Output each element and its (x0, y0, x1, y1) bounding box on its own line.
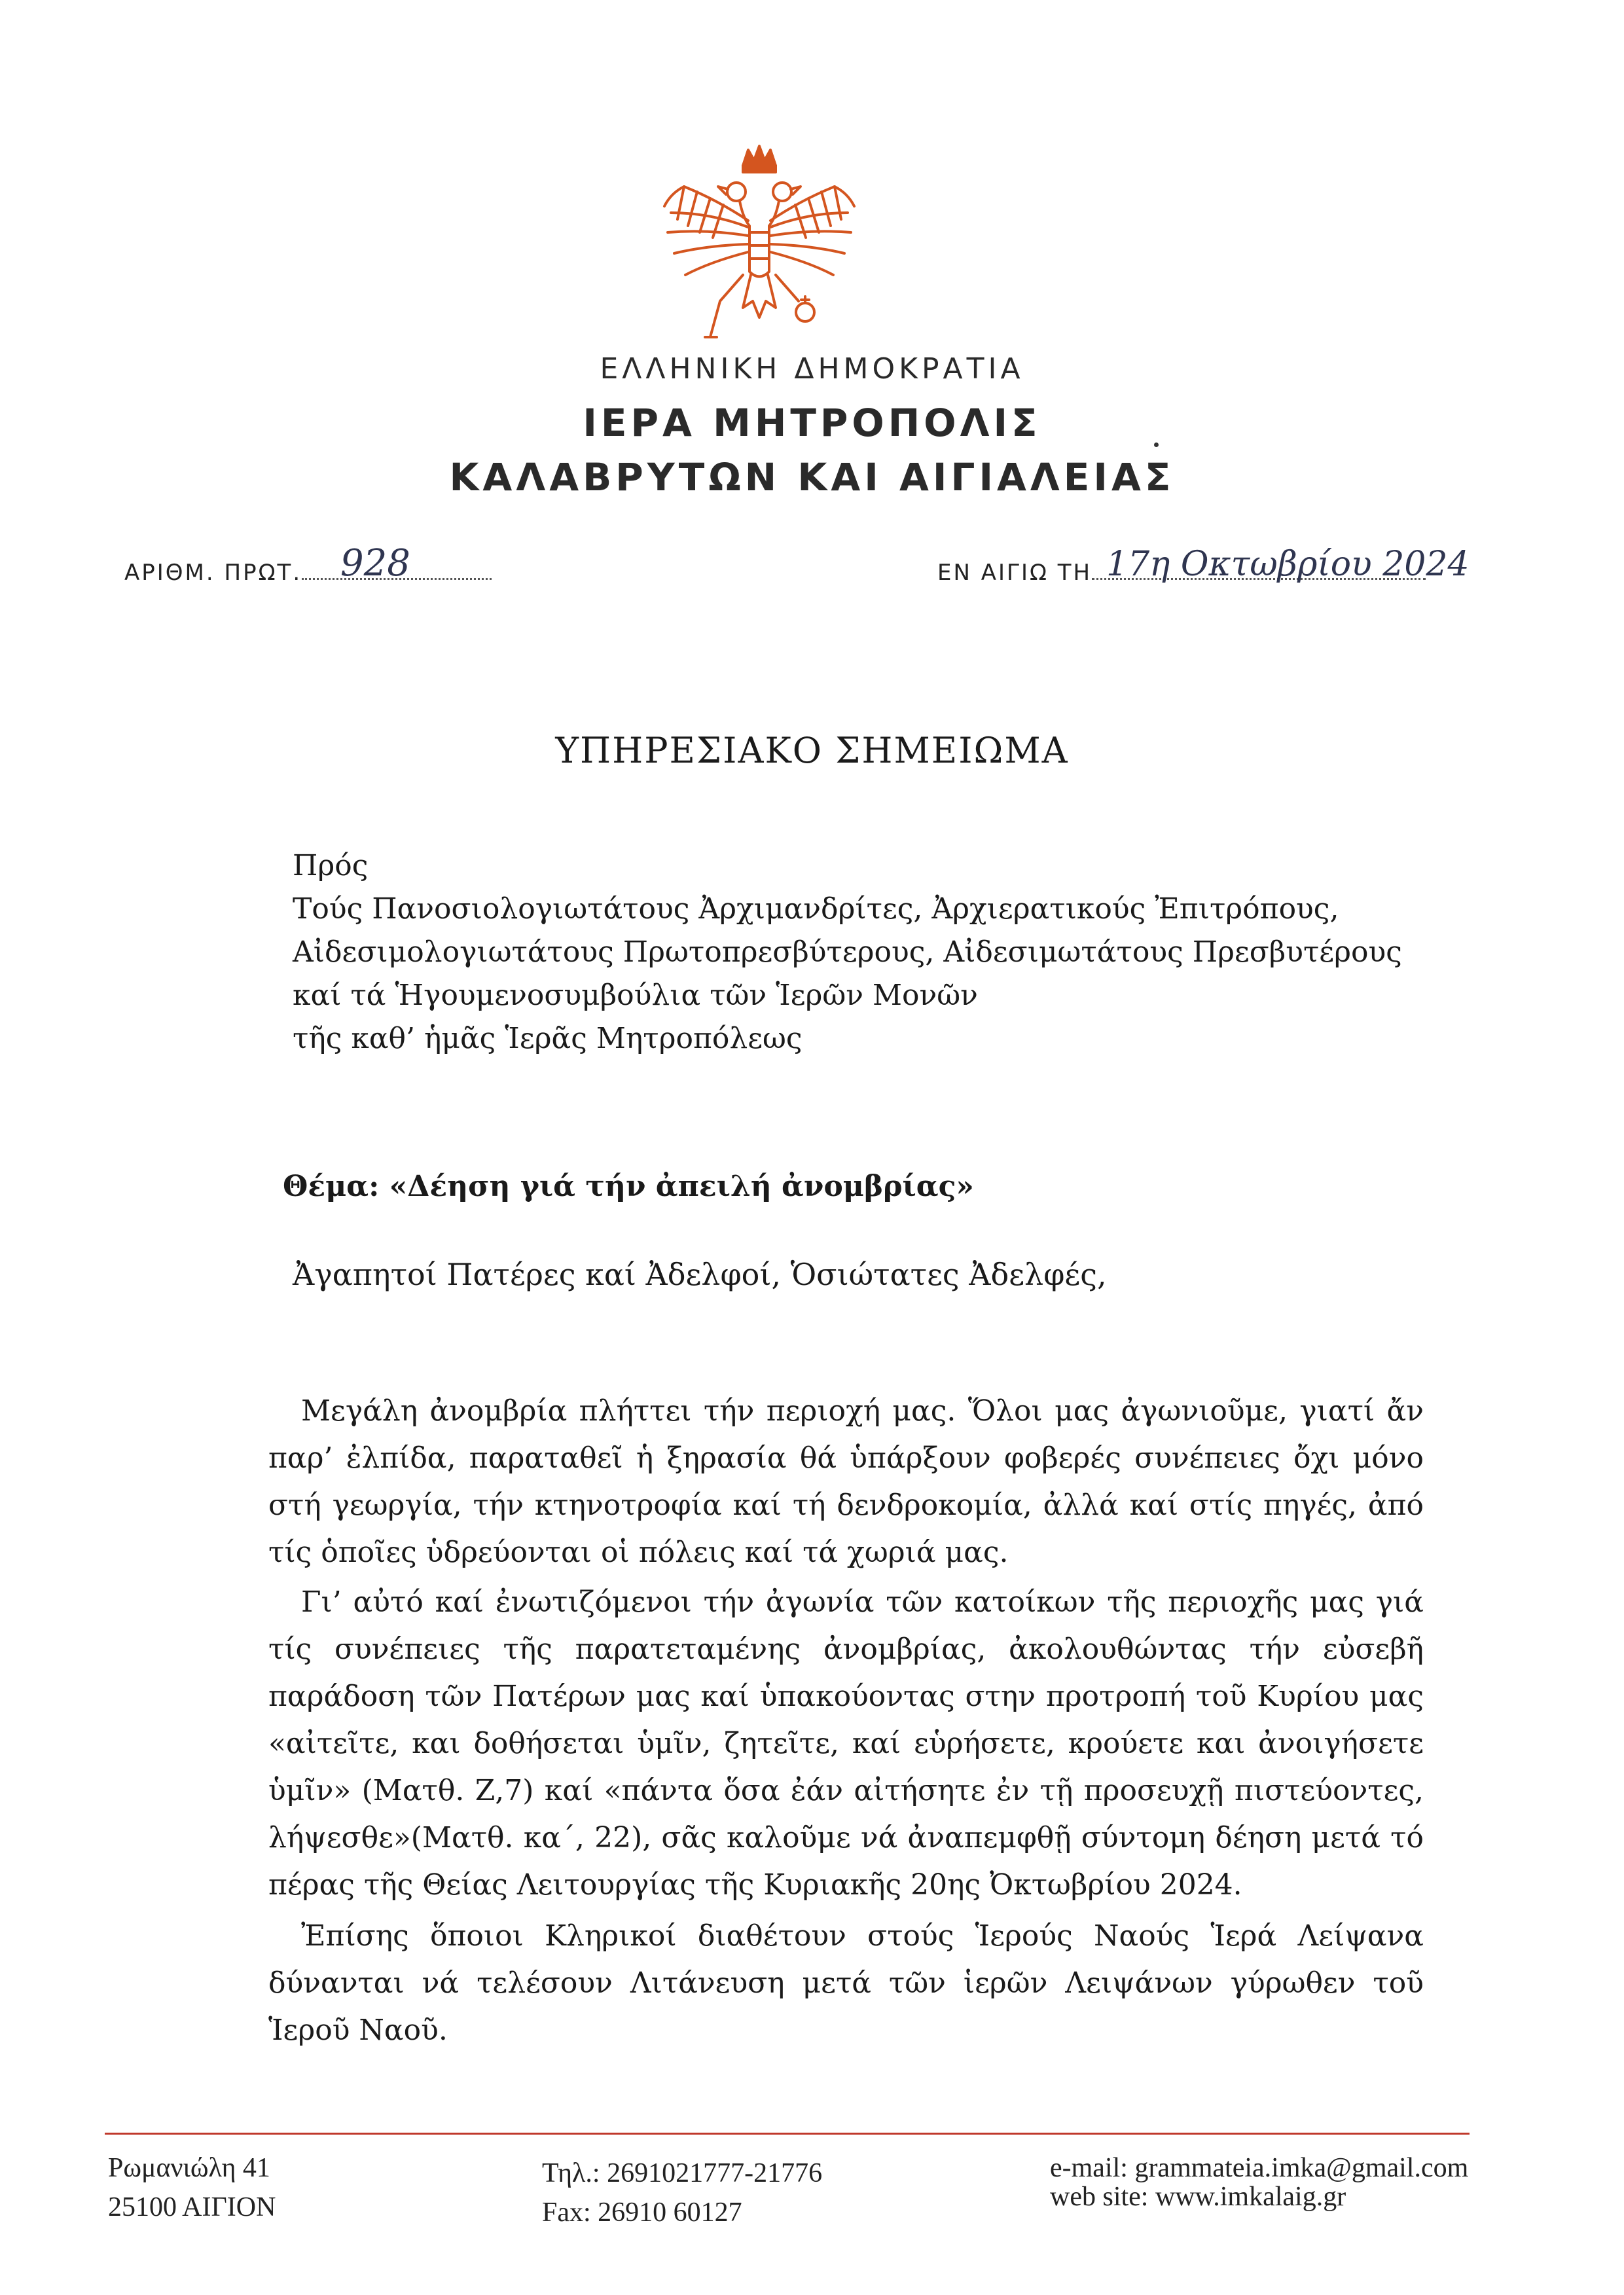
footer-city: 25100 ΑΙΓΙΟΝ (108, 2192, 276, 2222)
body-paragraph (268, 1388, 1424, 1576)
addressee-line: Αἰδεσιμολογιωτάτους Πρωτοπρεσβύτερους, Αἰδεσιμωτάτους Πρεσβυτέρους (293, 935, 1402, 969)
footer-fax: Fax: 26910 60127 (542, 2197, 742, 2228)
protocol-number: 928 (340, 542, 410, 585)
footer-contact (542, 2154, 822, 2232)
greeting: Ἀγαπητοί Πατέρες καί Ἀδελφοί, Ὁσιώτατες Ἀδελφές, (293, 1257, 1107, 1292)
footer-website[interactable]: web site: www.imkalaig.gr (1050, 2182, 1346, 2212)
paragraph-2: Γι’ αὐτό καί ἐνωτιζόμενοι τήν ἀγωνία τῶν κατοίκων τῆς περιοχῆς μας γιά τίς συνέπειες τῆς παρατεταμένης ἀνομβρίας, ἀκολουθώντας τήν εὐσεβῆ παράδοση τῶν Πατέρων μας καί ὑπακούοντας στην προτροπή τοῦ Κυρίου μας «αἰτεῖτε, και δοθήσεται ὑμῖν, ζητεῖτε, καί εὑρήσετε, κρούετε και ἀνοιγήσετε ὑμῖν» (Ματθ. Ζ,7) καί «πάντα ὅσα ἐάν αἰτήσητε ἐν τῇ προσευχῇ πιστεύοντες, λήψεσθε»(Ματθ. κα΄, 22), σᾶς καλοῦμε νά ἀναπεμφθῇ σύντομη δέηση μετά τό πέρας τῆς Θείας Λειτουργίας τῆς Κυριακῆς 20ης Ὀκτωβρίου 2024. (268, 1585, 1424, 1902)
ink-dot (1154, 443, 1159, 447)
addressee-line: καί τά Ἡγουμενοσυμβούλια τῶν Ἱερῶν Μονῶν (293, 979, 978, 1012)
subject-line: Θέμα: «Δέηση γιά τήν ἀπειλή ἀνομβρίας» (283, 1170, 974, 1203)
handwritten-date: 17η Οκτωβρίου 2024 (1106, 545, 1470, 584)
protocol-label: ΑΡΙΘΜ. ΠΡΩΤ. (124, 560, 302, 586)
paragraph-3: Ἐπίσης ὅποιοι Κληρικοί διαθέτουν στούς Ἱερούς Ναούς Ἱερά Λείψανα δύνανται νά τελέσουν Λιτάνευση μετά τῶν ἱερῶν Λειψάνων γύρωθεν τοῦ Ἱεροῦ Ναοῦ. (268, 1919, 1424, 2047)
footer-email[interactable]: e-mail: grammateia.imka@gmail.com (1050, 2153, 1469, 2183)
footer-street: Ρωμανιώλη 41 (108, 2153, 270, 2183)
document-title: ΥΠΗΡΕΣΙΑΚΟ ΣΗΜΕΙΩΜΑ (555, 730, 1069, 771)
place-label: ΕΝ ΑΙΓΙΩ ΤΗ (937, 560, 1092, 586)
paragraph-1: Μεγάλη ἀνομβρία πλήττει τήν περιοχή μας. Ὅλοι μας ἀγωνιοῦμε, γιατί ἄν παρ’ ἐλπίδα, παραταθεῖ ἡ ξηρασία θά ὑπάρξουν φοβερές συνέπειες ὄχι μόνο στή γεωργία, τήν κτηνοτροφία καί τή δενδροκομία, ἀλλά καί στίς πηγές, ἀπό τίς ὁποῖες ὑδρεύονται οἱ πόλεις καί τά χωριά μας. (268, 1394, 1424, 1569)
country-name: ΕΛΛΗΝΙΚΗ ΔΗΜΟΚΡΑΤΙΑ (600, 352, 1024, 386)
footer-address (108, 2148, 276, 2227)
protocol-field (124, 560, 492, 586)
addressee-to-label: Πρός (293, 849, 369, 882)
addressee-line: τῆς καθ’ ἡμᾶς Ἱερᾶς Μητροπόλεως (293, 1022, 803, 1055)
footer-rule (105, 2133, 1470, 2135)
body-paragraph (268, 1913, 1424, 2054)
footer-phone: Τηλ.: 2691021777-21776 (542, 2158, 823, 2188)
organization-name: ΙΕΡΑ ΜΗΤΡΟΠΟΛΙΣ (583, 401, 1041, 445)
body-paragraph (268, 1579, 1424, 1909)
addressee-line: Τούς Πανοσιολογιωτάτους Ἀρχιμανδρίτες, Ἀρχιερατικούς Ἐπιτρόπους, (293, 892, 1339, 926)
footer-web (1050, 2154, 1468, 2211)
organization-region: ΚΑΛΑΒΡΥΤΩΝ ΚΑΙ ΑΙΓΙΑΛΕΙΑΣ (449, 455, 1175, 499)
double-headed-eagle-emblem (645, 141, 874, 357)
